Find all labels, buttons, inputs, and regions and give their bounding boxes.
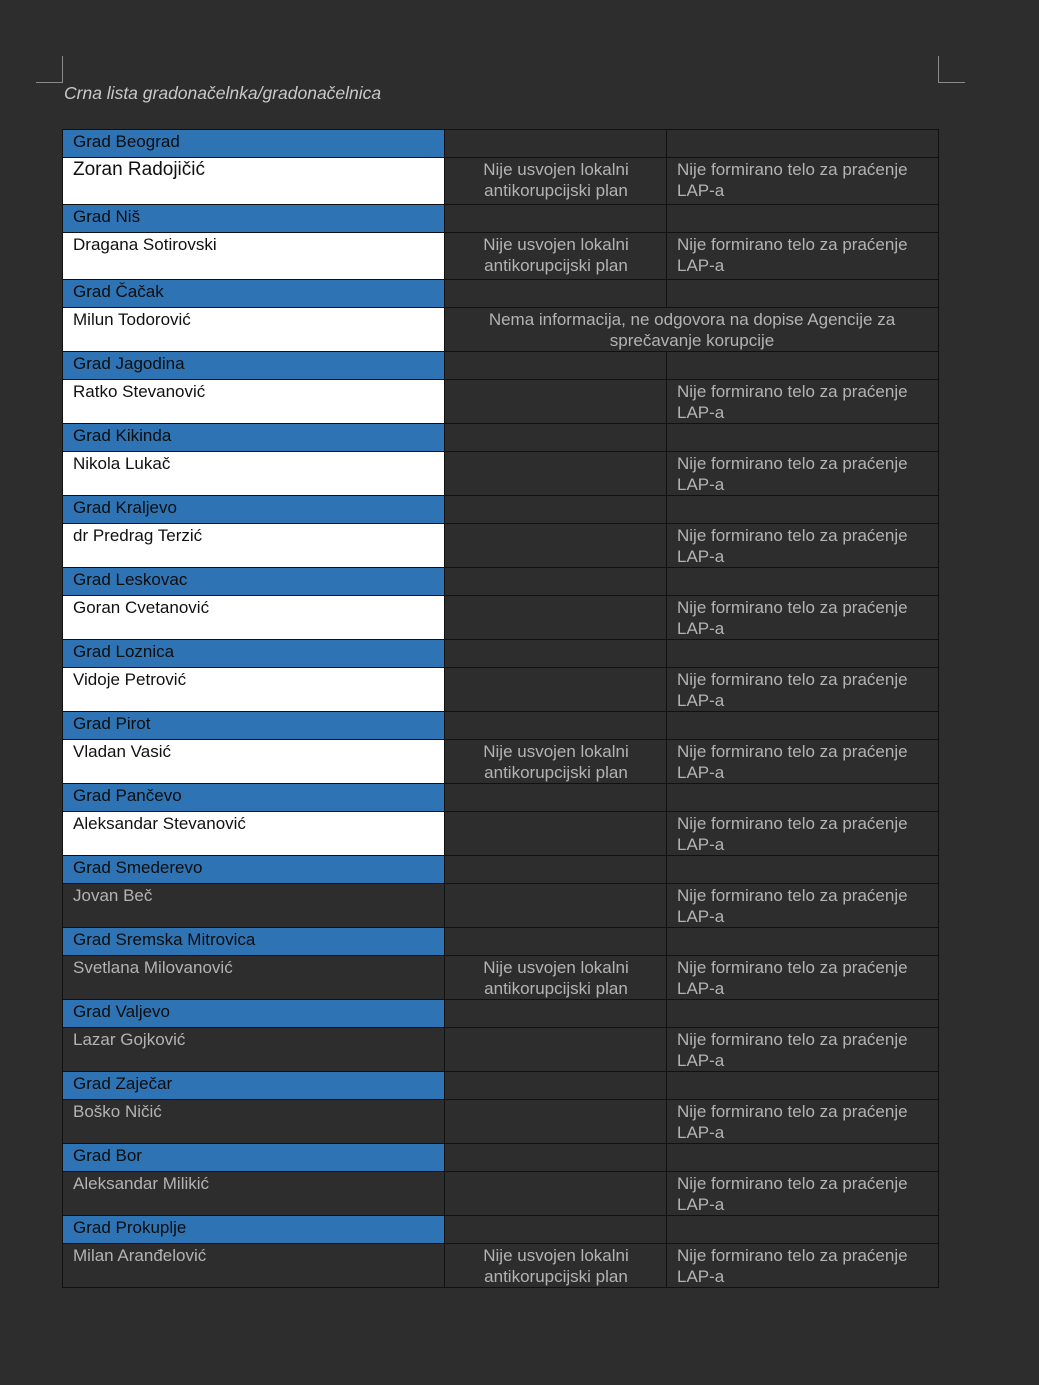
city-name: Grad Beograd: [63, 130, 445, 158]
city-row: [63, 928, 939, 956]
mayor-row: [63, 158, 939, 205]
city-name: Grad Leskovac: [63, 568, 445, 596]
city-row: [63, 712, 939, 740]
mayor-row: [63, 380, 939, 424]
body-status: Nije formirano telo za praćenje LAP-a: [667, 1172, 939, 1216]
city-name: Grad Pančevo: [63, 784, 445, 812]
mayor-row: [63, 452, 939, 496]
plan-status: Nije usvojen lokalni antikorupcijski plan: [445, 158, 667, 205]
body-status: Nije formirano telo za praćenje LAP-a: [667, 812, 939, 856]
plan-status: [445, 380, 667, 424]
city-row: [63, 352, 939, 380]
plan-status: [445, 452, 667, 496]
city-row: [63, 856, 939, 884]
mayor-row: [63, 308, 939, 352]
mayor-name: Lazar Gojković: [63, 1028, 445, 1072]
mayor-name: Vladan Vasić: [63, 740, 445, 784]
plan-status: Nije usvojen lokalni antikorupcijski plan: [445, 233, 667, 280]
city-row: [63, 130, 939, 158]
city-name: Grad Valjevo: [63, 1000, 445, 1028]
mayor-row: [63, 812, 939, 856]
plan-status: [445, 812, 667, 856]
mayor-name: dr Predrag Terzić: [63, 524, 445, 568]
city-row: [63, 568, 939, 596]
body-status: Nije formirano telo za praćenje LAP-a: [667, 1244, 939, 1288]
body-status: Nije formirano telo za praćenje LAP-a: [667, 158, 939, 205]
mayor-row: [63, 1244, 939, 1288]
plan-status: Nije usvojen lokalni antikorupcijski plan: [445, 956, 667, 1000]
margin-corner-top-left: [36, 56, 63, 83]
mayor-name: Goran Cvetanović: [63, 596, 445, 640]
city-name: Grad Smederevo: [63, 856, 445, 884]
city-row: [63, 1072, 939, 1100]
no-info-note: Nema informacija, ne odgovora na dopise Agencije za sprečavanje korupcije: [445, 308, 939, 352]
body-status: Nije formirano telo za praćenje LAP-a: [667, 668, 939, 712]
city-name: Grad Prokuplje: [63, 1216, 445, 1244]
city-row: [63, 1216, 939, 1244]
mayor-name: Aleksandar Stevanović: [63, 812, 445, 856]
city-row: [63, 424, 939, 452]
body-status: Nije formirano telo za praćenje LAP-a: [667, 233, 939, 280]
plan-status: Nije usvojen lokalni antikorupcijski plan: [445, 1244, 667, 1288]
city-row: [63, 205, 939, 233]
mayor-name: Jovan Beč: [63, 884, 445, 928]
city-name: Grad Bor: [63, 1144, 445, 1172]
blacklist-table: [62, 129, 939, 1288]
city-row: [63, 1144, 939, 1172]
city-name: Grad Loznica: [63, 640, 445, 668]
plan-status: Nije usvojen lokalni antikorupcijski plan: [445, 740, 667, 784]
body-status: Nije formirano telo za praćenje LAP-a: [667, 1028, 939, 1072]
mayor-row: [63, 233, 939, 280]
city-name: Grad Kikinda: [63, 424, 445, 452]
mayor-name: Boško Ničić: [63, 1100, 445, 1144]
city-name: Grad Sremska Mitrovica: [63, 928, 445, 956]
mayor-row: [63, 740, 939, 784]
plan-status: [445, 1172, 667, 1216]
plan-status: [445, 1100, 667, 1144]
city-name: Grad Niš: [63, 205, 445, 233]
mayor-row: [63, 884, 939, 928]
mayor-row: [63, 1028, 939, 1072]
mayor-row: [63, 1100, 939, 1144]
plan-status: [445, 596, 667, 640]
mayor-name: Milun Todorović: [63, 308, 445, 352]
plan-status: [445, 1028, 667, 1072]
city-name: Grad Čačak: [63, 280, 445, 308]
plan-status: [445, 668, 667, 712]
body-status: Nije formirano telo za praćenje LAP-a: [667, 1100, 939, 1144]
mayor-name: Milan Aranđelović: [63, 1244, 445, 1288]
city-row: [63, 1000, 939, 1028]
plan-status: [445, 524, 667, 568]
city-row: [63, 640, 939, 668]
city-name: Grad Jagodina: [63, 352, 445, 380]
city-row: [63, 784, 939, 812]
body-status: Nije formirano telo za praćenje LAP-a: [667, 452, 939, 496]
city-name: Grad Zaječar: [63, 1072, 445, 1100]
mayor-row: [63, 524, 939, 568]
body-status: Nije formirano telo za praćenje LAP-a: [667, 524, 939, 568]
mayor-name: Nikola Lukač: [63, 452, 445, 496]
mayor-name: Vidoje Petrović: [63, 668, 445, 712]
mayor-name: Ratko Stevanović: [63, 380, 445, 424]
plan-status: [445, 884, 667, 928]
city-name: Grad Pirot: [63, 712, 445, 740]
city-name: Grad Kraljevo: [63, 496, 445, 524]
city-row: [63, 280, 939, 308]
margin-corner-top-right: [938, 56, 965, 83]
city-row: [63, 496, 939, 524]
page-title: Crna lista gradonačelnka/gradonačelnica: [64, 83, 382, 103]
body-status: Nije formirano telo za praćenje LAP-a: [667, 740, 939, 784]
mayor-name: Aleksandar Milikić: [63, 1172, 445, 1216]
mayor-name: Dragana Sotirovski: [63, 233, 445, 280]
mayor-name: Zoran Radojičić: [63, 158, 445, 205]
body-status: Nije formirano telo za praćenje LAP-a: [667, 380, 939, 424]
mayor-row: [63, 1172, 939, 1216]
body-status: Nije formirano telo za praćenje LAP-a: [667, 596, 939, 640]
mayor-row: [63, 668, 939, 712]
mayor-row: [63, 956, 939, 1000]
mayor-row: [63, 596, 939, 640]
mayor-name: Svetlana Milovanović: [63, 956, 445, 1000]
body-status: Nije formirano telo za praćenje LAP-a: [667, 956, 939, 1000]
body-status: Nije formirano telo za praćenje LAP-a: [667, 884, 939, 928]
